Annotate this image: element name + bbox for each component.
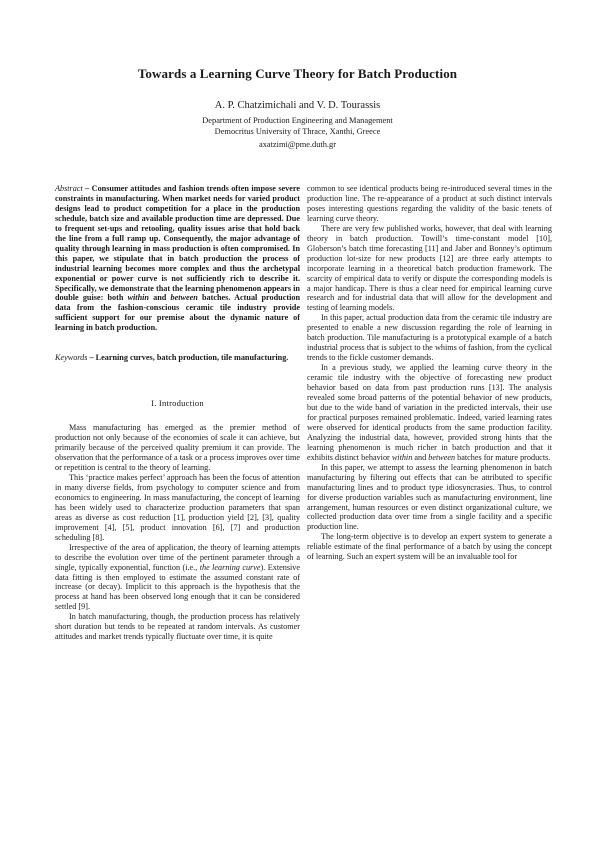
right-paragraph-6: The long-term objective is to develop an expert system to generate a reliable estimate of the final performance of a batch by using the concept of learning. Such an expert system will be an invaluable tool for (307, 532, 552, 562)
affiliation-university: Democritus University of Thrace, Xanthi, Greece (214, 127, 381, 136)
intro-paragraph-3-b: ). Extensive data fitting is then employed to estimate the assumed constant rate of increase (or decay). Implicit to this approach is the hypothesis that the process at hand has been observed long enough that it can be considered settled [9]. (55, 562, 301, 612)
paper-title: Towards a Learning Curve Theory for Batch Production (137, 66, 458, 81)
affiliation-department: Department of Production Engineering and Management (202, 116, 393, 125)
intro-paragraph-2: This ‘practice makes perfect’ approach has been the focus of attention in many diverse fields, from psychology to computer science and from economics to engineering. In mass manufacturing, the concept of learning has been widely used to characterize production parameters that span areas as diverse as cost reduction [1], production yield [2], [3], quality improvement [4], [5], product innovation [6], [7] and production scheduling [8]. (55, 472, 300, 542)
section-heading-introduction: I. Introduction (151, 398, 204, 409)
right-paragraph-4 (307, 363, 552, 463)
right-paragraph-4-b: batches for mature products. (455, 452, 551, 462)
intro-paragraph-3-a: Irrespective of the area of application, the theory of learning attempts to describe the evolution over time of the pertinent parameter through a single, typically exponential, function (i.e., (55, 542, 300, 572)
abstract-between: between (170, 293, 198, 303)
keywords-text: – Learning curves, batch production, tile manufacturing. (87, 353, 289, 363)
intro-paragraph-3-emphasis: the learning curve (199, 562, 261, 572)
right-paragraph-4-within: within (391, 452, 413, 462)
abstract-label: Abstract (55, 184, 83, 193)
abstract (55, 184, 300, 333)
abstract-dash: – (82, 184, 92, 193)
left-column (55, 184, 300, 642)
right-paragraph-4-between: between (428, 452, 456, 462)
abstract-within: within (127, 293, 149, 303)
abstract-text-a: Consumer attitudes and fashion trends often impose severe constraints in manufacturing. When market needs for varied product designs lead to product competition for a place in the production schedule, batch size and available production time are depressed. Due to frequent set-ups and retooling, quality issues arise that hold back the line from a full ramp up. Consequently, the major advantage of quality through learning in mass production is often compromised. In this paper, we stipulate that in batch production the process of industrial learning becomes more complex and thus the archetypal exponential or power curve is not sufficiently rich to describe it. Specifically, we demonstrate that the learning phenomenon appears in double guise: both (55, 184, 300, 303)
keywords (55, 353, 300, 363)
right-paragraph-3: In this paper, actual production data from the ceramic tile industry are presented to enable a new discussion regarding the role of learning in batch production. Tile manufacturing is a prototypical example of a batch industrial process that is subject to the whims of fashion, from the cyclical trends to the fickle customer demands. (307, 313, 552, 363)
right-paragraph-5: In this paper, we attempt to assess the learning phenomenon in batch manufacturing by filtering out effects that can be attributed to specific manufacturing lines and to product type idiosyncrasies. Thus, to control for diverse production variables such as manufacturing environment, line arrangement, human resources or even distinct organizational culture, we collected production data over time from a single facility and a specific production line. (307, 462, 552, 532)
intro-paragraph-4: In batch manufacturing, though, the production process has relatively short duration but tends to be repeated at random intervals. As customer attitudes and market trends typically fluctuate over time, it is quite (55, 612, 300, 642)
abstract-text-b: batches. Actual production data from the fashion-conscious ceramic tile industry provide sufficient support for our premise about the dynamic nature of learning in batch production. (55, 293, 301, 333)
right-paragraph-2: There are very few published works, however, that deal with learning theory in batch production. Towill’s time-constant model [10], Globerson’s batch time forecasting [11] and Jaber and Bonney’s optimum production lot-size for new products [12] are three early attempts to incorporate learning in a theoretical batch production framework. The scarcity of empirical data to verify or dispute the corresponding models is a major handicap. There is thus a clear need for empirical learning curve research and for industrial data that will allow for the development and testing of learning models. (307, 223, 552, 313)
right-paragraph-1: common to see identical products being re-introduced several times in the production line. The re-appearance of a product at such distinct intervals poses interesting questions regarding the validity of the basic tenets of learning curve theory. (307, 184, 552, 223)
intro-paragraph-3 (55, 543, 300, 613)
intro-paragraph-1: Mass manufacturing has emerged as the premier method of production not only because of the economies of scale it can achieve, but primarily because of the perceived quality premium it can provide. The observation that the performance of a task or a process improves over time or repetition is central to the theory of learning. (55, 423, 300, 473)
paper-authors: A. P. Chatzimichali and V. D. Tourassis (214, 100, 381, 111)
keywords-label: Keywords (55, 353, 88, 363)
author-email: axatzimi@pme.duth.gr (258, 140, 337, 149)
right-paragraph-4-a: In a previous study, we applied the learning curve theory in the ceramic tile industry with the objective of forecasting new product behavior based on data from past production runs [13]. The analysis revealed some broad patterns of the potential behavior of new products, but due to the wide band of variation in the predicted intervals, their use for practical purposes remained problematic. Indeed, varied learning rates were observed for identical products from the same production facility. Analyzing the industrial data, however, provided strong hints that the learning phenomenon is much richer in batch production and that it exhibits distinct behavior (307, 363, 552, 462)
abstract-and: and (148, 293, 171, 303)
right-paragraph-4-and: and (412, 452, 429, 462)
right-column (307, 184, 552, 562)
